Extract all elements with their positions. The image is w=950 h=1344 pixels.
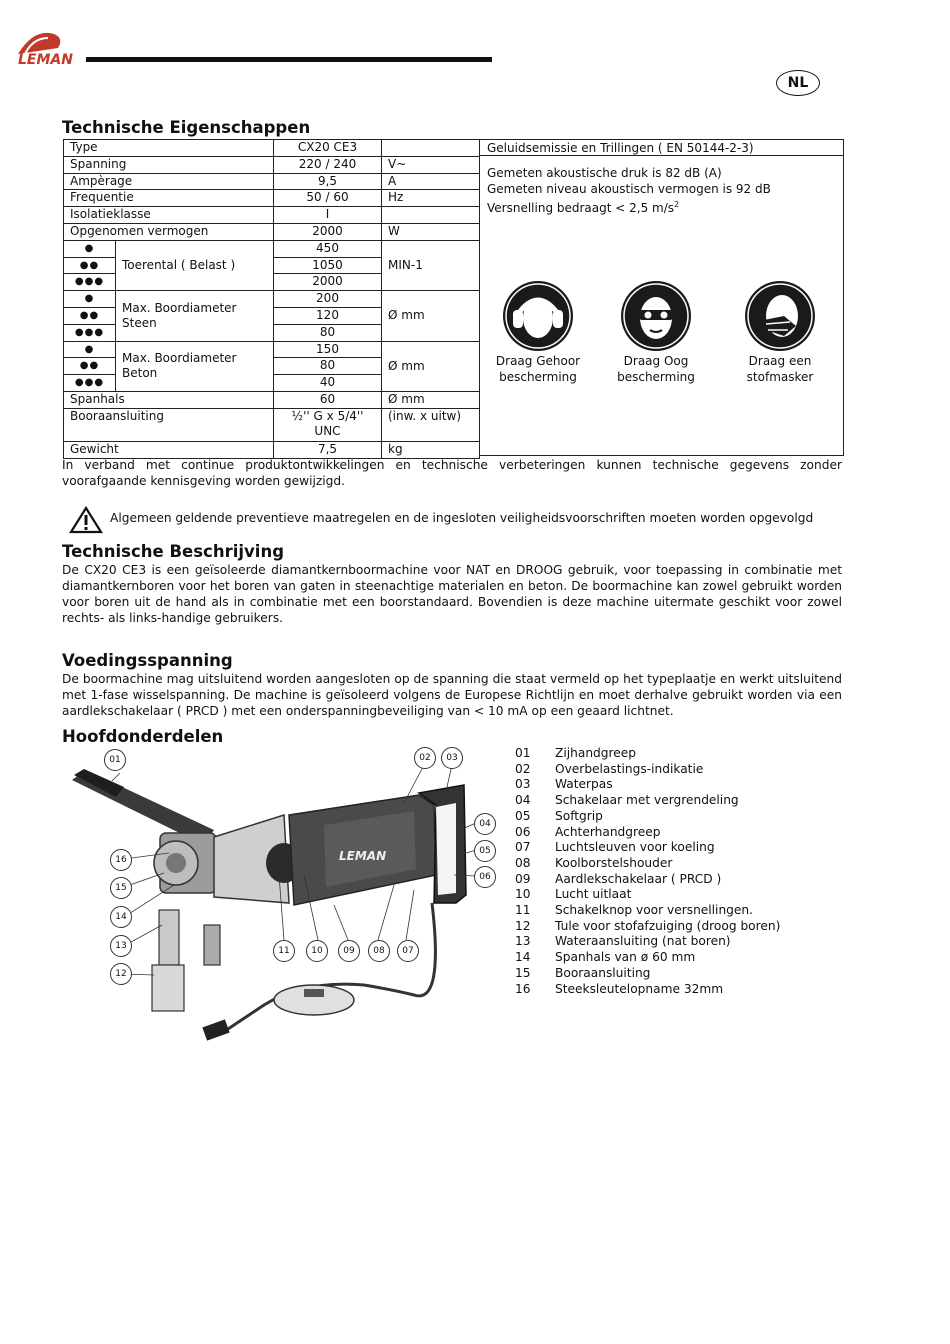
speed-dots: ● (64, 240, 116, 257)
spec-label: Max. Boordiameter Steen (116, 291, 274, 341)
speed-dots: ●●● (64, 324, 116, 341)
noise-line-3-text: Versnelling bedraagt < 2,5 m/s (487, 201, 675, 215)
callout: 12 (110, 963, 132, 985)
table-row (64, 291, 480, 308)
spec-value: 80 (274, 324, 382, 341)
table-row (64, 140, 480, 157)
noise-line-3-sup: 2 (674, 200, 680, 209)
table-row (64, 156, 480, 173)
spec-value: 80 (274, 358, 382, 375)
list-item (515, 777, 780, 793)
list-item (515, 825, 780, 841)
dust-mask-icon (744, 280, 816, 352)
spec-unit: Ø mm (382, 291, 480, 341)
spec-unit: W (382, 223, 480, 240)
ppe-eye (596, 280, 716, 385)
list-item (515, 919, 780, 935)
list-item (515, 872, 780, 888)
callout: 09 (338, 940, 360, 962)
speed-dots: ● (64, 341, 116, 358)
noise-header: Geluidsemissie en Trillingen ( EN 50144-2-3) (480, 140, 843, 156)
spec-label: Toerental ( Belast ) (116, 240, 274, 290)
list-item (515, 903, 780, 919)
spec-label: Max. Boordiameter Beton (116, 341, 274, 391)
callout: 06 (474, 866, 496, 888)
spec-label: Frequentie (64, 190, 274, 207)
part-number: 06 (515, 824, 531, 839)
spec-unit: kg (382, 441, 480, 458)
part-number: 08 (515, 855, 531, 870)
eye-protection-icon (620, 280, 692, 352)
list-item (515, 809, 780, 825)
spec-table (63, 139, 480, 459)
power-title: Voedingsspanning (62, 651, 233, 670)
spec-label: Booraansluiting (64, 408, 274, 441)
part-name: Koolborstelshouder (555, 855, 673, 870)
warning-icon (69, 506, 103, 534)
speed-dots: ●● (64, 307, 116, 324)
table-row (64, 341, 480, 358)
parts-title: Hoofdonderdelen (62, 727, 224, 746)
list-item (515, 950, 780, 966)
part-number: 05 (515, 808, 531, 823)
part-number: 14 (515, 950, 531, 965)
spec-value: 50 / 60 (274, 190, 382, 207)
table-row (64, 391, 480, 408)
part-name: Tule voor stofafzuiging (droog boren) (555, 918, 781, 933)
spec-unit: MIN-1 (382, 240, 480, 290)
leman-logo (14, 26, 94, 76)
part-name: Zijhandgreep (555, 746, 636, 760)
callout: 13 (110, 935, 132, 957)
list-item (515, 840, 780, 856)
ppe-mask (720, 280, 840, 385)
noise-line-3 (487, 197, 679, 216)
part-name: Luchtsleuven voor koeling (555, 840, 715, 855)
table-row (64, 441, 480, 458)
technical-title: Technische Eigenschappen (62, 118, 311, 137)
spec-label: Gewicht (64, 441, 274, 458)
callout: 10 (306, 940, 328, 962)
ppe-ear-label: Draag Gehoor bescherming (495, 354, 581, 384)
spec-value: 220 / 240 (274, 156, 382, 173)
callout: 14 (110, 906, 132, 928)
part-name: Overbelastings-indikatie (555, 761, 704, 776)
part-name: Schakelaar met vergrendeling (555, 793, 739, 808)
spec-value: 7,5 (274, 441, 382, 458)
spec-unit: Hz (382, 190, 480, 207)
list-item (515, 982, 780, 998)
spec-label: Isolatieklasse (64, 207, 274, 224)
logo-text: LEMAN (18, 52, 73, 68)
noise-line-1: Gemeten akoustische druk is 82 dB (A) (487, 166, 722, 180)
spec-unit: V~ (382, 156, 480, 173)
part-name: Wateraansluiting (nat boren) (555, 934, 731, 949)
part-number: 01 (515, 746, 531, 760)
part-number: 04 (515, 793, 531, 808)
ppe-mask-label: Draag een stofmasker (746, 354, 814, 384)
spec-label: Ampèrage (64, 173, 274, 190)
callout: 01 (104, 749, 126, 771)
list-item (515, 793, 780, 809)
part-name: Steeksleutelopname 32mm (555, 981, 724, 996)
parts-list (515, 746, 780, 997)
part-name: Lucht uitlaat (555, 887, 632, 902)
callout: 11 (273, 940, 295, 962)
spec-value: 120 (274, 307, 382, 324)
part-number: 13 (515, 934, 531, 949)
part-name: Booraansluiting (555, 965, 651, 980)
part-number: 09 (515, 871, 531, 886)
speed-dots: ●●● (64, 274, 116, 291)
part-name: Spanhals van ø 60 mm (555, 950, 696, 965)
part-number: 10 (515, 887, 531, 902)
spec-value: 150 (274, 341, 382, 358)
spec-unit: Ø mm (382, 341, 480, 391)
table-row (64, 223, 480, 240)
spec-unit: A (382, 173, 480, 190)
ppe-eye-label: Draag Oog bescherming (617, 354, 695, 384)
noise-ppe-panel (479, 139, 844, 456)
callout: 03 (441, 747, 463, 769)
list-item (515, 934, 780, 950)
list-item (515, 762, 780, 778)
spec-unit: (inw. x uitw) (382, 408, 480, 441)
part-number: 12 (515, 918, 531, 933)
spec-value: 60 (274, 391, 382, 408)
spec-label: Spanning (64, 156, 274, 173)
spec-value: 200 (274, 291, 382, 308)
table-row (64, 408, 480, 441)
machine-brand: LEMAN (339, 849, 387, 863)
spec-value: 450 (274, 240, 382, 257)
part-number: 15 (515, 965, 531, 980)
change-notice: In verband met continue produktontwikkelingen en technische verbeteringen kunnen technische gegevens zonder voorafgaande kennisgeving worden gewijzigd. (62, 458, 842, 488)
table-row (64, 173, 480, 190)
language-badge: NL (776, 70, 820, 96)
spec-label: Type (64, 140, 274, 157)
table-row (64, 207, 480, 224)
callout: 16 (110, 849, 132, 871)
table-row (64, 190, 480, 207)
part-number: 11 (515, 903, 531, 918)
spec-label: Spanhals (64, 391, 274, 408)
safety-warning: Algemeen geldende preventieve maatregelen en de ingesloten veiligheidsvoorschriften moeten worden opgevolgd (110, 511, 814, 525)
callout: 04 (474, 813, 496, 835)
speed-dots: ●● (64, 257, 116, 274)
ppe-ear (478, 280, 598, 385)
speed-dots: ● (64, 291, 116, 308)
spec-value: 40 (274, 375, 382, 392)
part-number: 16 (515, 981, 531, 996)
power-text: De boormachine mag uitsluitend worden aangesloten op de spanning die staat vermeld op het typeplaatje en werkt uitsluitend met 1-fase wisselspanning. De machine is geïsoleerd volgens de Europese Richtlijn en moet derhalve gebruikt worden via een aardlekschakelaar ( PRCD ) met een onderspanningbeveiliging van < 10 mA op een geaard lichtnet. (62, 672, 842, 718)
header-rule (86, 57, 492, 62)
list-item (515, 856, 780, 872)
part-name: Aardlekschakelaar ( PRCD ) (555, 871, 722, 886)
table-row (64, 240, 480, 257)
speed-dots: ●● (64, 358, 116, 375)
spec-value: 1050 (274, 257, 382, 274)
spec-value: I (274, 207, 382, 224)
callout: 08 (368, 940, 390, 962)
spec-label: Opgenomen vermogen (64, 223, 274, 240)
machine-illustration (64, 745, 504, 1055)
part-name: Softgrip (555, 808, 603, 823)
spec-unit: Ø mm (382, 391, 480, 408)
ear-protection-icon (502, 280, 574, 352)
spec-value: 9,5 (274, 173, 382, 190)
callout: 05 (474, 840, 496, 862)
spec-value: 2000 (274, 274, 382, 291)
part-name: Waterpas (555, 777, 613, 792)
part-number: 07 (515, 840, 531, 855)
part-number: 02 (515, 761, 531, 776)
callout: 15 (110, 877, 132, 899)
list-item (515, 746, 780, 762)
part-number: 03 (515, 777, 531, 792)
list-item (515, 966, 780, 982)
callout: 02 (414, 747, 436, 769)
part-name: Achterhandgreep (555, 824, 661, 839)
list-item (515, 887, 780, 903)
callout: 07 (397, 940, 419, 962)
description-title: Technische Beschrijving (62, 542, 285, 561)
part-name: Schakelknop voor versnellingen. (555, 903, 754, 918)
spec-value: 2000 (274, 223, 382, 240)
speed-dots: ●●● (64, 375, 116, 392)
spec-value: ½'' G x 5/4'' UNC (274, 408, 382, 441)
spec-value: CX20 CE3 (274, 140, 382, 157)
noise-line-2: Gemeten niveau akoustisch vermogen is 92 dB (487, 182, 771, 196)
description-text: De CX20 CE3 is een geïsoleerde diamantkernboormachine voor NAT en DROOG gebruik, voor toepassing in combinatie met diamantkernboren voor het boren van gaten in steenachtige materialen en beton. De boormachine kan zowel gebruikt worden voor boren uit de hand als in combinatie met een boorstandaard. Bovendien is deze machine uitermate geschikt voor zowel rechts- als links-handige gebruikers. (62, 563, 842, 625)
